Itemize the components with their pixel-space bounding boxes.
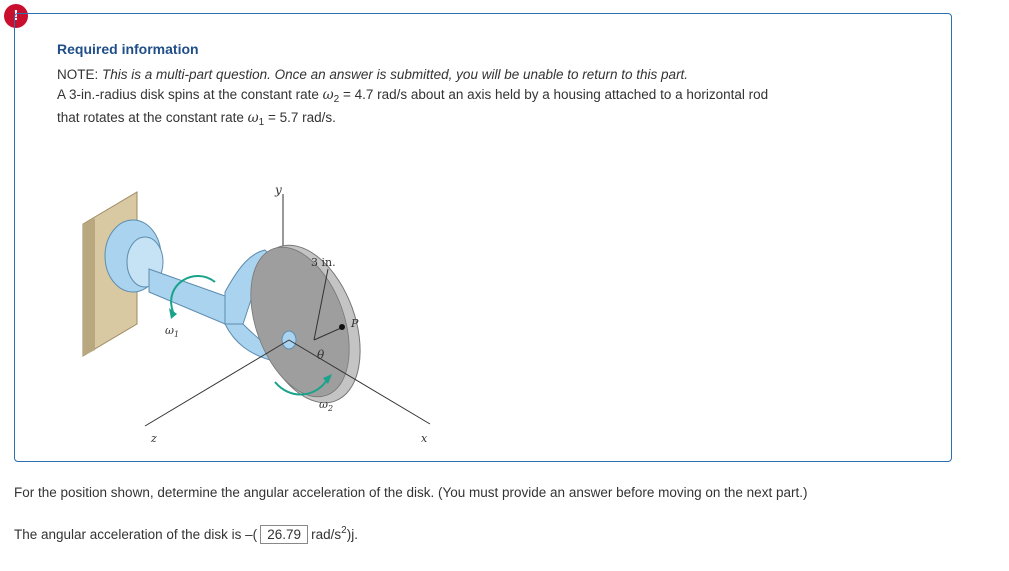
note-text: This is a multi-part question. Once an answer is submitted, you will be unable to return to this part. (102, 67, 689, 82)
alert-icon: ! (4, 4, 28, 28)
required-information-title: Required information (57, 41, 199, 57)
answer-unit: rad/s (311, 527, 342, 542)
y-axis-label: y (275, 183, 282, 197)
answer-unit-exponent: 2 (341, 525, 347, 536)
answer-row (14, 525, 358, 544)
radius-label: 3 in. (311, 256, 336, 269)
omega2-symbol: ω (322, 87, 334, 103)
note-line (57, 67, 688, 82)
answer-suffix: )j. (346, 527, 358, 542)
problem-text-c: that rotates at the constant rate (57, 110, 248, 125)
omega2-subscript: 2 (333, 94, 340, 105)
problem-text-a: A 3-in.-radius disk spins at the constant rate (57, 87, 323, 102)
problem-text-b: = 4.7 rad/s about an axis held by a housing attached to a horizontal rod (339, 87, 769, 102)
answer-prefix: The angular acceleration of the disk is –( (14, 527, 258, 542)
required-information-panel (14, 13, 952, 462)
note-label: NOTE: (57, 67, 99, 82)
problem-line-1 (57, 87, 768, 105)
answer-input[interactable]: 26.79 (260, 525, 308, 544)
z-axis (145, 340, 289, 426)
omega2-label: $\omega_2$ (319, 398, 334, 413)
omega1-subscript: 1 (258, 117, 265, 128)
point-P (339, 324, 345, 330)
disk-housing-figure (75, 174, 435, 444)
z-axis-label: z (151, 432, 157, 444)
problem-line-2 (57, 110, 336, 128)
question-text: For the position shown, determine the angular acceleration of the disk. (You must provide an answer before moving on the next part.) (14, 485, 808, 500)
omega1-label: $\omega_1$ (165, 324, 180, 339)
problem-text-d: = 5.7 rad/s. (264, 110, 336, 125)
omega1-symbol: ω (247, 110, 259, 126)
P-label: P (351, 317, 359, 330)
theta-label: θ (317, 348, 325, 362)
x-axis-label: x (421, 432, 428, 444)
